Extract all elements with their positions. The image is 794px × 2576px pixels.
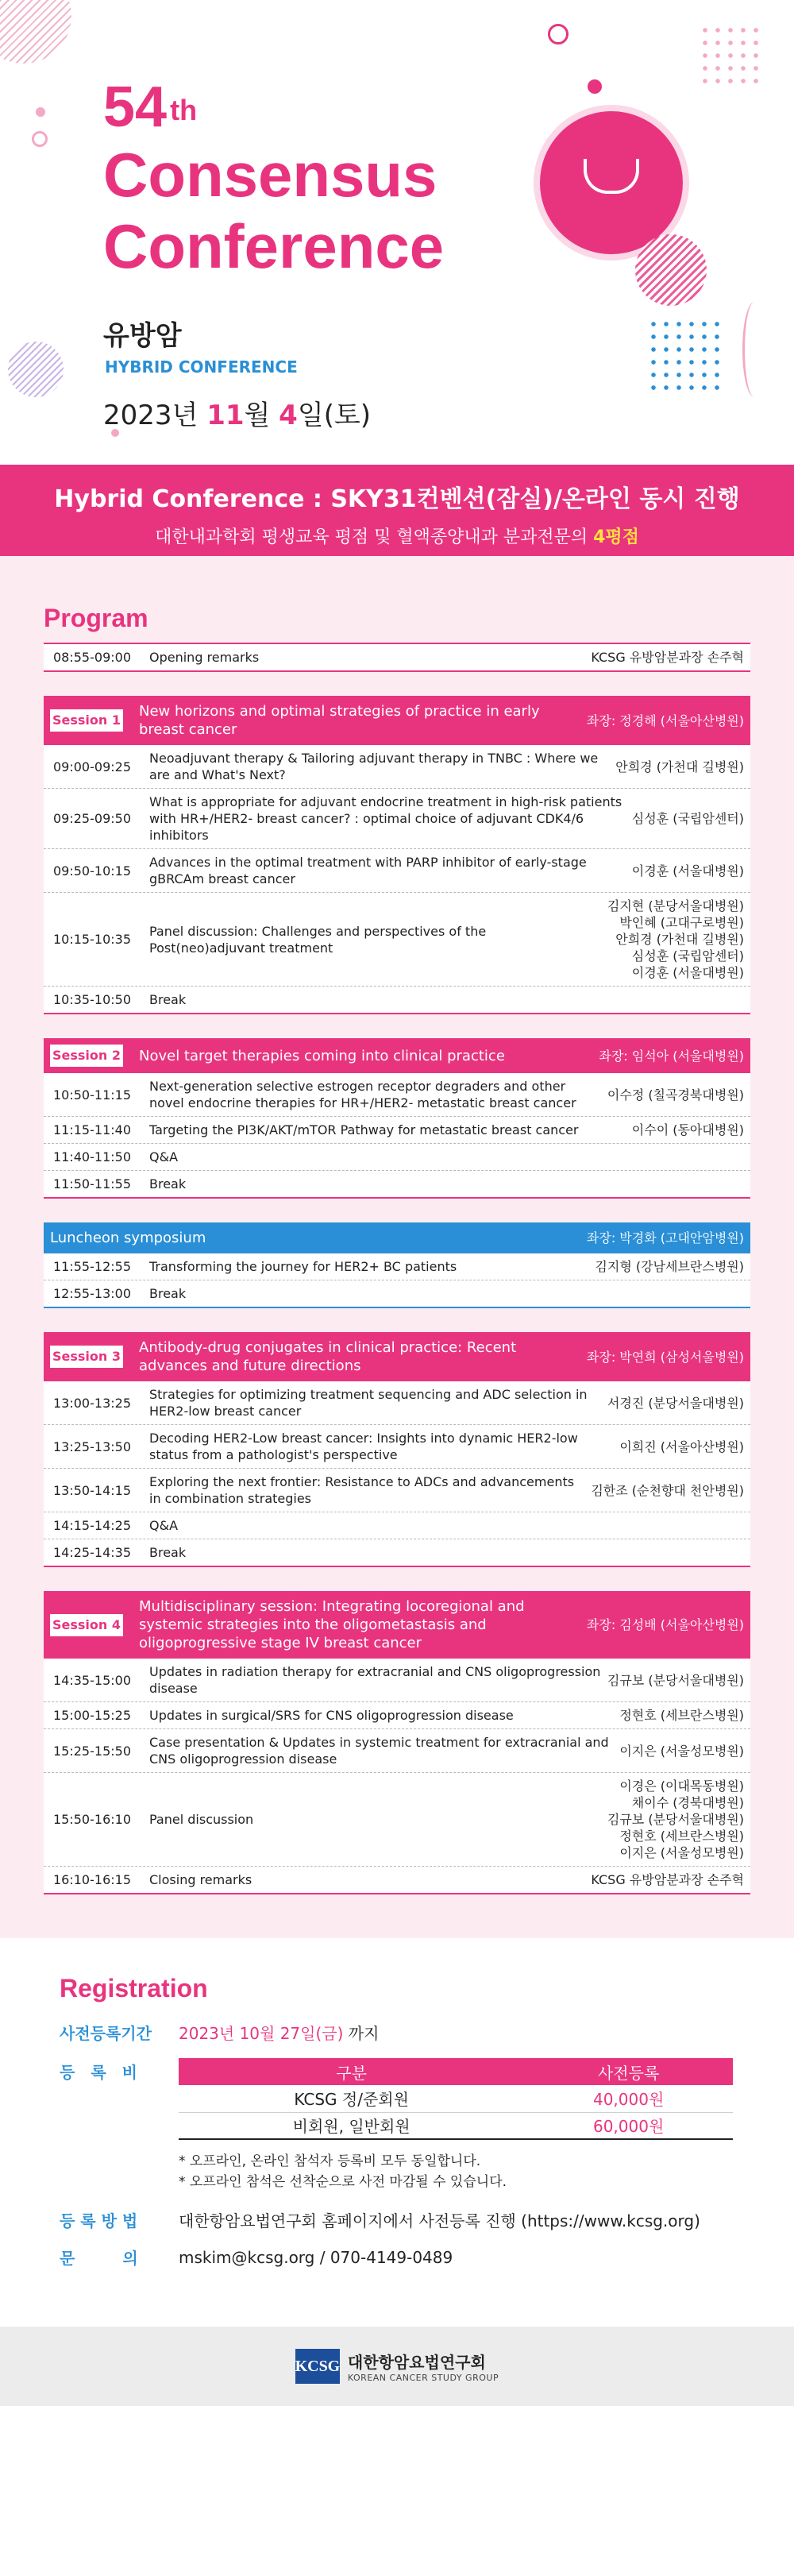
- contact-label: 문 의: [60, 2249, 138, 2268]
- fee-label: 등 록 비: [60, 2063, 137, 2082]
- footer: [0, 2327, 794, 2406]
- session-badge: Session 3: [50, 1346, 123, 1368]
- decorative-wave: [742, 302, 766, 397]
- registration-section: [0, 1938, 794, 2327]
- program-title: Program: [44, 604, 148, 632]
- schedule-speaker: 정현호 (세브란스병원): [619, 1708, 744, 1723]
- schedule-row: [44, 1280, 750, 1308]
- schedule-row: [44, 1469, 750, 1512]
- contact-value[interactable]: mskim@kcsg.org / 070-4149-0489: [179, 2247, 453, 2267]
- session-title: Luncheon symposium: [50, 1230, 206, 1246]
- period-value: 2023년 10월 27일(금): [179, 2024, 344, 2043]
- schedule-topic: Advances in the optimal treatment with PARP inhibitor of early-stage gBRCAm breast cancer: [149, 855, 587, 886]
- registration-notes: [179, 2151, 734, 2192]
- schedule-speaker: 이수이 (동아대병원): [631, 1122, 744, 1137]
- fee-row: 비회원, 일반회원 60,000원: [179, 2112, 733, 2139]
- schedule-time: 09:00-09:25: [53, 759, 131, 774]
- org-name-kr: 대한항암요법연구회: [347, 2353, 486, 2372]
- program-block: [44, 1591, 750, 1894]
- session-header: [44, 1222, 750, 1253]
- schedule-time: 08:55-09:00: [53, 650, 131, 665]
- decorative-dot: [36, 107, 45, 117]
- program-section: [0, 556, 794, 1938]
- schedule-speaker: 김한조 (순천향대 천안병원): [591, 1482, 744, 1498]
- conference-date: 2023년 11월 4일(토): [103, 400, 372, 431]
- fee-header-price: 사전등록: [524, 2058, 733, 2085]
- session-title: Multidisciplinary session: Integrating locoregional and systemic strategies into the oligometastasis and oligoprogressive stage IV breast cancer: [139, 1598, 525, 1651]
- decorative-ring: [548, 24, 569, 44]
- method-label: 등 록 방 법: [60, 2211, 138, 2230]
- fee-table: [179, 2058, 733, 2140]
- schedule-row: [44, 1659, 750, 1702]
- schedule-topic: Panel discussion: [149, 1812, 254, 1827]
- schedule-speaker: 김지현 (분당서울대병원) 박인혜 (고대구로병원) 안희경 (가천대 길병원) 심성훈 (국립암센터) 이경훈 (서울대병원): [607, 898, 744, 980]
- decorative-dots: [647, 318, 723, 394]
- schedule-topic: Break: [149, 992, 187, 1007]
- schedule-time: 10:50-11:15: [53, 1087, 131, 1103]
- decorative-striped-circle: [8, 342, 64, 397]
- registration-fee: [60, 2058, 734, 2140]
- schedule-time: 15:25-15:50: [53, 1743, 131, 1759]
- hero: [0, 0, 794, 465]
- schedule-time: 15:00-15:25: [53, 1708, 131, 1723]
- program-schedule: [44, 643, 750, 1894]
- schedule-time: 10:15-10:35: [53, 932, 131, 947]
- schedule-time: 14:35-15:00: [53, 1672, 131, 1688]
- schedule-topic: Transforming the journey for HER2+ BC patients: [149, 1259, 457, 1274]
- registration-method: [60, 2208, 734, 2231]
- schedule-speaker: KCSG 유방암분과장 손주혁: [591, 650, 744, 665]
- schedule-time: 09:50-10:15: [53, 863, 131, 879]
- schedule-speaker: 서경진 (분당서울대병원): [607, 1395, 744, 1411]
- session-title: Novel target therapies coming into clinical practice: [139, 1047, 505, 1064]
- schedule-speaker: 이경훈 (서울대병원): [631, 863, 744, 879]
- schedule-topic: Q&A: [149, 1518, 179, 1533]
- title-line-1: Consensus: [103, 140, 437, 210]
- credit-line: 대한내과학회 평생교육 평점 및 혈액종양내과 분과전문의 4평점: [155, 527, 639, 547]
- schedule-time: 11:55-12:55: [53, 1259, 131, 1274]
- hybrid-label: HYBRID CONFERENCE: [105, 357, 298, 377]
- block-gap: [44, 672, 750, 696]
- session-badge: Session 2: [50, 1045, 123, 1067]
- period-label: 사전등록기간: [60, 2024, 152, 2043]
- session-chair: 좌장: 임석아 (서울대병원): [599, 1048, 744, 1064]
- schedule-row: [44, 1702, 750, 1729]
- schedule-row: [44, 1073, 750, 1117]
- session-badge: Session 4: [50, 1614, 123, 1636]
- decorative-striped-circle: [0, 0, 71, 64]
- session-header: [44, 1591, 750, 1659]
- schedule-time: 11:15-11:40: [53, 1122, 131, 1137]
- schedule-topic: Updates in radiation therapy for extracranial and CNS oligoprogression disease: [149, 1664, 601, 1696]
- schedule-topic: Targeting the PI3K/AKT/mTOR Pathway for metastatic breast cancer: [149, 1122, 579, 1137]
- block-gap: [44, 1567, 750, 1591]
- program-block: [44, 643, 750, 672]
- registration-contact: [60, 2246, 734, 2269]
- schedule-time: 09:25-09:50: [53, 811, 131, 826]
- note-1: * 오프라인, 온라인 참석자 등록비 모두 동일합니다.: [179, 2153, 481, 2169]
- subject-title: 유방암: [103, 320, 182, 352]
- decorative-striped-circle: [635, 234, 707, 306]
- schedule-time: 14:15-14:25: [53, 1518, 131, 1533]
- schedule-topic: What is appropriate for adjuvant endocrine treatment in high-risk patients with HR+/HER2- breast cancer? : optimal choice of adjuvant CDK4/6 inhibitors: [149, 794, 622, 843]
- schedule-topic: Strategies for optimizing treatment sequencing and ADC selection in HER2-low breast cancer: [149, 1387, 588, 1419]
- schedule-row: [44, 1144, 750, 1171]
- schedule-speaker: 이경은 (이대목동병원) 채이수 (경북대병원) 김규보 (분당서울대병원) 정현호 (세브란스병원) 이지은 (서울성모병원): [607, 1778, 744, 1860]
- schedule-time: 13:00-13:25: [53, 1395, 131, 1411]
- schedule-topic: Next-generation selective estrogen receptor degraders and other novel endocrine therapies for HR+/HER2- metastatic breast cancer: [149, 1079, 576, 1110]
- decorative-dots: [699, 24, 762, 87]
- schedule-row: [44, 1381, 750, 1425]
- kcsg-logo: [295, 2349, 499, 2384]
- schedule-topic: Break: [149, 1545, 187, 1560]
- title-line-2: Conference: [103, 211, 445, 281]
- schedule-topic: Break: [149, 1176, 187, 1191]
- decorative-dot: [588, 79, 602, 94]
- schedule-topic: Break: [149, 1286, 187, 1301]
- schedule-topic: Exploring the next frontier: Resistance to ADCs and advancements in combination strategies: [149, 1474, 575, 1506]
- schedule-speaker: 안희경 (가천대 길병원): [615, 759, 744, 774]
- edition-number: 54 $^{th}$: [103, 75, 198, 139]
- schedule-time: 11:50-11:55: [53, 1176, 131, 1191]
- fee-row: KCSG 정/준회원 40,000원: [179, 2085, 733, 2112]
- session-chair: 좌장: 김성배 (서울아산병원): [586, 1617, 744, 1632]
- schedule-row: [44, 1729, 750, 1773]
- method-value[interactable]: 대한항암요법연구회 홈페이지에서 사전등록 진행 (https://www.kcsg.org): [179, 2211, 700, 2230]
- fee-header-category: 구분: [179, 2058, 524, 2085]
- schedule-time: 16:10-16:15: [53, 1872, 131, 1887]
- schedule-speaker: 이희진 (서울아산병원): [619, 1439, 744, 1454]
- schedule-topic: Panel discussion: Challenges and perspectives of the Post(neo)adjuvant treatment: [149, 923, 487, 956]
- schedule-row: [44, 789, 750, 849]
- schedule-row: [44, 849, 750, 893]
- schedule-row: [44, 987, 750, 1014]
- schedule-topic: Decoding HER2-Low breast cancer: Insights into dynamic HER2-low status from a pathologist's perspective: [149, 1431, 578, 1462]
- schedule-topic: Closing remarks: [149, 1872, 252, 1887]
- org-name-en: KOREAN CANCER STUDY GROUP: [347, 2373, 499, 2383]
- schedule-time: 12:55-13:00: [53, 1286, 131, 1301]
- schedule-row: [44, 1773, 750, 1867]
- schedule-speaker: KCSG 유방암분과장 손주혁: [591, 1872, 744, 1887]
- schedule-row: [44, 1171, 750, 1199]
- venue-banner: [0, 465, 794, 556]
- schedule-row: [44, 745, 750, 789]
- schedule-row: [44, 1867, 750, 1894]
- decorative-ring: [32, 131, 48, 147]
- schedule-time: 15:50-16:10: [53, 1812, 131, 1827]
- program-block: [44, 1038, 750, 1199]
- program-block: [44, 1222, 750, 1308]
- schedule-row: [44, 1512, 750, 1539]
- schedule-row: [44, 1425, 750, 1469]
- schedule-speaker: 이지은 (서울성모병원): [619, 1743, 744, 1759]
- note-2: * 오프라인 참석은 선착순으로 사전 마감될 수 있습니다.: [179, 2174, 507, 2190]
- schedule-speaker: 이수정 (칠곡경북대병원): [607, 1087, 744, 1103]
- session-title: New horizons and optimal strategies of practice in early breast cancer: [139, 703, 540, 738]
- schedule-row: [44, 644, 750, 672]
- registration-period: 사전등록기간 2023년 10월 27일(금) 까지: [60, 2021, 734, 2044]
- schedule-time: 14:25-14:35: [53, 1545, 131, 1560]
- schedule-time: 11:40-11:50: [53, 1149, 131, 1164]
- session-chair: 좌장: 정경해 (서울아산병원): [586, 713, 744, 728]
- schedule-topic: Updates in surgical/SRS for CNS oligoprogression disease: [149, 1708, 514, 1723]
- schedule-time: 13:25-13:50: [53, 1439, 131, 1454]
- block-gap: [44, 1199, 750, 1222]
- schedule-topic: Opening remarks: [149, 650, 260, 665]
- conference-title: [103, 75, 444, 282]
- session-header: [44, 1332, 750, 1381]
- session-badge: Session 1: [50, 709, 123, 732]
- schedule-speaker: 김지형 (강남세브란스병원): [595, 1259, 744, 1274]
- schedule-topic: Q&A: [149, 1149, 179, 1164]
- schedule-row: [44, 1117, 750, 1144]
- program-block: [44, 1332, 750, 1567]
- session-header: [44, 696, 750, 745]
- block-gap: [44, 1014, 750, 1038]
- schedule-row: [44, 893, 750, 987]
- block-gap: [44, 1308, 750, 1332]
- schedule-time: 13:50-14:15: [53, 1482, 131, 1498]
- program-block: [44, 696, 750, 1014]
- smile-icon: [540, 111, 683, 254]
- session-title: Antibody-drug conjugates in clinical practice: Recent advances and future directions: [139, 1339, 517, 1374]
- session-chair: 좌장: 박경화 (고대안암병원): [586, 1230, 744, 1246]
- schedule-speaker: 심성훈 (국립암센터): [631, 811, 744, 826]
- registration-title: Registration: [60, 1974, 208, 2002]
- schedule-topic: Case presentation & Updates in systemic treatment for extracranial and CNS oligoprogression disease: [149, 1735, 609, 1767]
- schedule-row: [44, 1253, 750, 1280]
- session-header: [44, 1038, 750, 1073]
- session-chair: 좌장: 박연희 (삼성서울병원): [586, 1349, 744, 1365]
- schedule-topic: Neoadjuvant therapy & Tailoring adjuvant therapy in TNBC : Where we are and What's Next?: [149, 751, 599, 782]
- schedule-speaker: 김규보 (분당서울대병원): [607, 1672, 744, 1688]
- venue-line: Hybrid Conference : SKY31컨벤션(잠실)/온라인 동시 진행: [54, 485, 740, 513]
- schedule-row: [44, 1539, 750, 1567]
- logo-mark: KCSG: [295, 2349, 340, 2384]
- schedule-time: 10:35-10:50: [53, 992, 131, 1007]
